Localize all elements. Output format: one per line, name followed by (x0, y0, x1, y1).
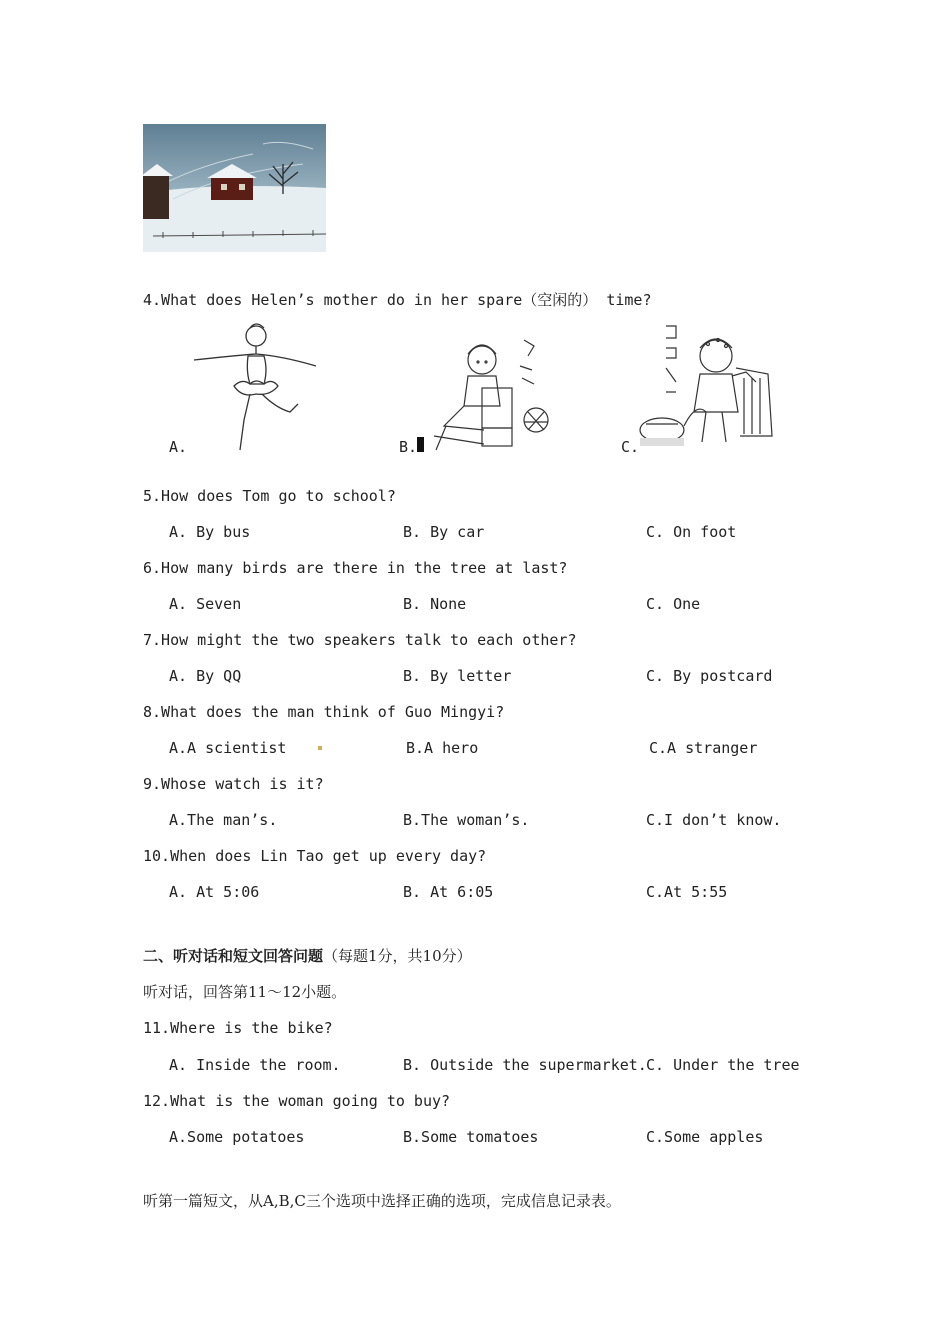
girl-cleaning-image (636, 322, 774, 452)
ballet-dancer-image (190, 320, 322, 454)
q6-option-a[interactable]: A. Seven (169, 595, 242, 613)
q11-option-a[interactable]: A. Inside the room. (169, 1056, 341, 1074)
section-2-instruction: 听对话，回答第11～12小题。 (143, 983, 347, 1001)
q10-option-c[interactable]: C.At 5:55 (646, 883, 728, 901)
q5-option-c[interactable]: C. On foot (646, 523, 737, 541)
question-11: 11.Where is the bike? (143, 1019, 333, 1037)
q11-option-b[interactable]: B. Outside the supermarket. (403, 1056, 647, 1074)
q9-option-b[interactable]: B.The woman’s. (403, 811, 530, 829)
q4-option-b[interactable]: B. (399, 438, 418, 456)
question-8: 8.What does the man think of Guo Mingyi? (143, 703, 505, 721)
q8-option-b[interactable]: B.A hero (406, 739, 479, 757)
q6-option-b[interactable]: B. None (403, 595, 467, 613)
q12-option-c[interactable]: C.Some apples (646, 1128, 764, 1146)
q7-option-b[interactable]: B. By letter (403, 667, 512, 685)
section-2-heading-line (143, 946, 472, 966)
question-9: 9.Whose watch is it? (143, 775, 324, 793)
small-dot-mark (318, 746, 322, 750)
q6-option-c[interactable]: C. One (646, 595, 701, 613)
q10-option-a[interactable]: A. At 5:06 (169, 883, 260, 901)
q9-option-c[interactable]: C.I don’t know. (646, 811, 782, 829)
question-7: 7.How might the two speakers talk to each other? (143, 631, 577, 649)
black-mark (417, 437, 424, 452)
q7-option-c[interactable]: C. By postcard (646, 667, 773, 685)
q5-option-a[interactable]: A. By bus (169, 523, 251, 541)
question-4: 4.What does Helen’s mother do in her spare（空闲的） time? (143, 291, 652, 309)
question-10: 10.When does Lin Tao get up every day? (143, 847, 487, 865)
winter-house-photo (143, 124, 326, 252)
question-12: 12.What is the woman going to buy? (143, 1092, 451, 1110)
q10-option-b[interactable]: B. At 6:05 (403, 883, 494, 901)
q4-option-a[interactable]: A. (169, 438, 188, 456)
q4-option-c[interactable]: C. (621, 438, 640, 456)
question-6: 6.How many birds are there in the tree at last? (143, 559, 568, 577)
question-5: 5.How does Tom go to school? (143, 487, 396, 505)
girl-sewing-image (424, 326, 554, 452)
section-2-note: （每题1分，共10分） (323, 947, 472, 965)
passage-instruction: 听第一篇短文，从A,B,C三个选项中选择正确的选项，完成信息记录表。 (143, 1192, 621, 1210)
q5-option-b[interactable]: B. By car (403, 523, 485, 541)
q7-option-a[interactable]: A. By QQ (169, 667, 242, 685)
section-2-heading: 二、听对话和短文回答问题 (143, 947, 324, 965)
q12-option-b[interactable]: B.Some tomatoes (403, 1128, 539, 1146)
q11-option-c[interactable]: C. Under the tree (646, 1056, 800, 1074)
q8-option-a[interactable]: A.A scientist (169, 739, 287, 757)
q8-option-c[interactable]: C.A stranger (649, 739, 758, 757)
q12-option-a[interactable]: A.Some potatoes (169, 1128, 305, 1146)
q9-option-a[interactable]: A.The man’s. (169, 811, 278, 829)
